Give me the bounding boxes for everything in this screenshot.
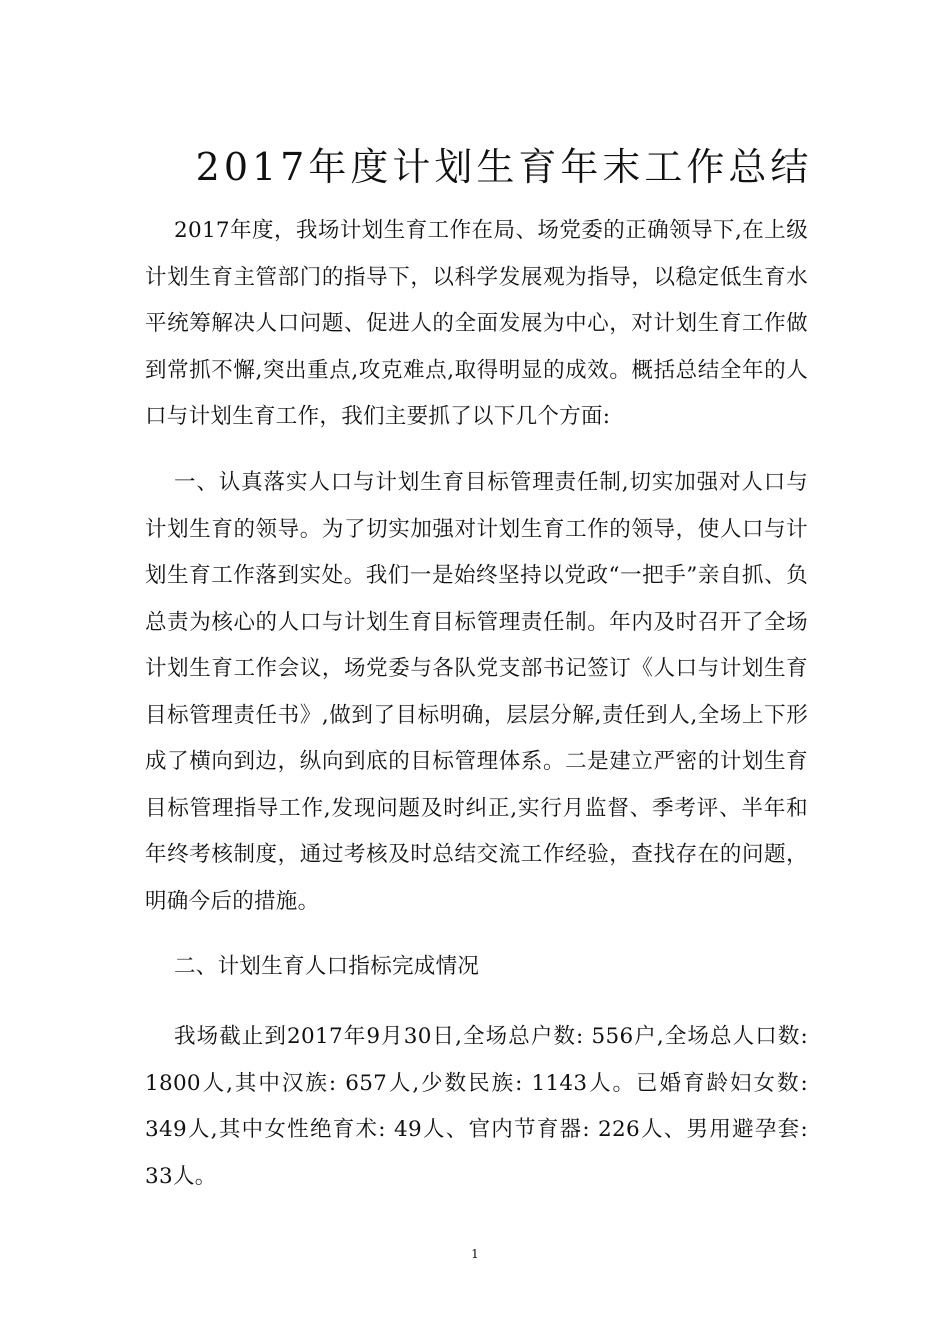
paragraph-section-one: 一、认真落实人口与计划生育目标管理责任制,切实加强对人口与计划生育的领导。为了切实加强对计划生育工作的领导，使人口与计划生育工作落到实处。我们一是始终坚持以党政“一把手”亲自抓、负总责为核心的人口与计划生育目标管理责任制。年内及时召开了全场计划生育工作会议，场党委与各队党支部书记签订《人口与计划生育目标管理责任书》,做到了目标明确，层层分解,责任到人,全场上下形成了横向到边，纵向到底的目标管理体系。二是建立严密的计划生育目标管理指导工作,发现问题及时纠正,实行月监督、季考评、半年和年终考核制度，通过考核及时总结交流工作经验，查找存在的问题，明确今后的措施。 xyxy=(145,470,808,914)
paragraph-introduction: 2017年度，我场计划生育工作在局、场党委的正确领导下,在上级计划生育主管部门的指导下，以科学发展观为指导，以稳定低生育水平统筹解决人口问题、促进人的全面发展为中心，对计划生育工作做到常抓不懈,突出重点,攻克难点,取得明显的成效。概括总结全年的人口与计划生育工作，我们主要抓了以下几个方面: xyxy=(145,218,808,429)
page-number: 1 xyxy=(471,1247,479,1261)
paragraph-population-statistics: 我场截止到2017年9月30日,全场总户数: 556户,全场总人口数: 1800人,其中汉族: 657人,少数民族: 1143人。已婚育龄妇女数: 349人,其中女性绝育术: 49人、官内节育器: 226人、男用避孕套: 33人。 xyxy=(145,1024,808,1189)
section-heading-two: 二、计划生育人口指标完成情况 xyxy=(174,954,480,979)
document-title: 2017年度计划生育年末工作总结 xyxy=(195,145,813,189)
